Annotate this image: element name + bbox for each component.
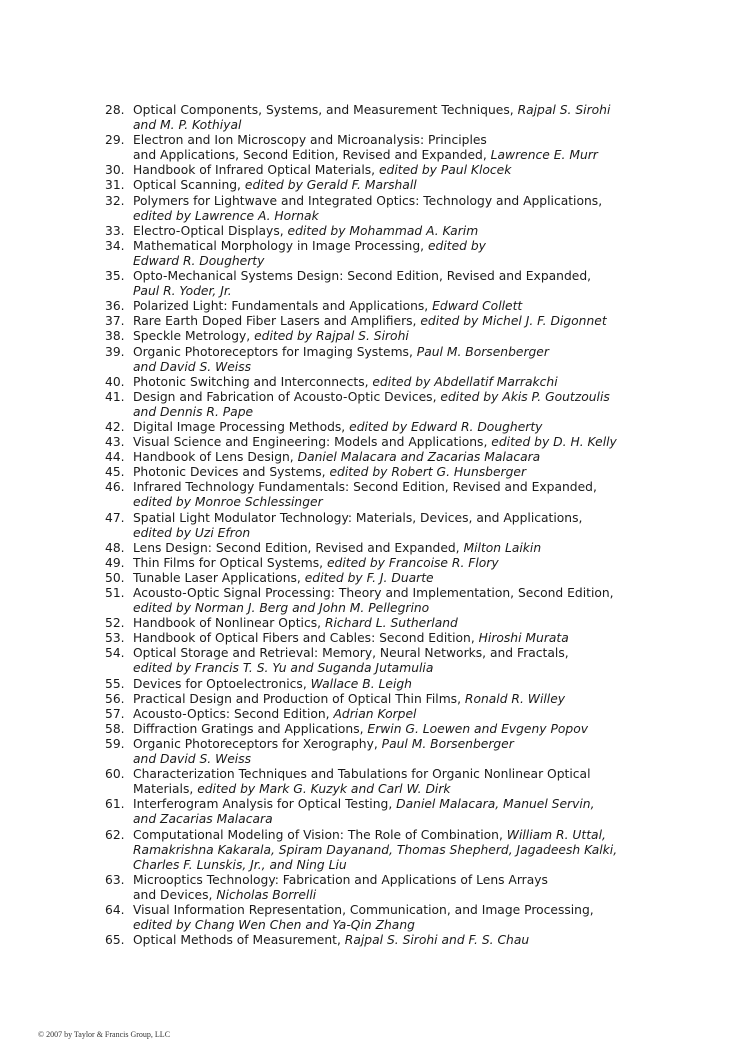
item-text	[133, 269, 645, 299]
item-text	[133, 873, 645, 903]
list-item	[105, 571, 645, 586]
list-item	[105, 586, 645, 616]
item-text	[133, 435, 645, 450]
item-number: 44.	[105, 450, 125, 465]
item-number: 61.	[105, 797, 125, 812]
item-text	[133, 163, 645, 178]
book-author: edited by Abdellatif Marrakchi	[372, 374, 558, 389]
item-number: 41.	[105, 389, 125, 404]
book-title: Acousto-Optic Signal Processing: Theory and Implementation, Second Edition,	[133, 586, 614, 600]
item-text	[133, 586, 645, 616]
book-title: Practical Design and Production of Optical Thin Films,	[133, 691, 465, 706]
item-number: 57.	[105, 706, 125, 721]
book-title: Handbook of Optical Fibers and Cables: Second Edition,	[133, 631, 479, 646]
item-number: 54.	[105, 646, 125, 661]
book-author: edited by Mohammad A. Karim	[287, 223, 479, 238]
book-author: William R. Uttal, Ramakrishna Kakarala, Spiram Dayanand, Thomas Shepherd, Jagadeesh Kalki, Charles F. Lunskis, Jr., and Ning Liu	[133, 827, 618, 872]
item-number: 64.	[105, 902, 125, 917]
item-text	[133, 737, 645, 767]
list-item	[105, 511, 645, 541]
book-title: Opto-Mechanical Systems Design: Second Edition, Revised and Expanded,	[133, 269, 592, 284]
item-text	[133, 616, 645, 631]
item-text	[133, 178, 645, 193]
item-number: 42.	[105, 419, 125, 434]
item-number: 32.	[105, 193, 125, 208]
book-title: Devices for Optoelectronics,	[133, 676, 311, 691]
item-text	[133, 722, 645, 737]
book-author: edited by Michel J. F. Digonnet	[420, 314, 607, 329]
item-number: 62.	[105, 827, 125, 842]
book-title: Optical Scanning,	[133, 178, 245, 193]
list-item	[105, 299, 645, 314]
item-text	[133, 329, 645, 344]
list-item	[105, 194, 645, 224]
book-title: Handbook of Nonlinear Optics,	[133, 616, 325, 631]
book-title: Optical Methods of Measurement,	[133, 933, 345, 948]
item-text	[133, 314, 645, 329]
item-text	[133, 677, 645, 692]
item-number: 45.	[105, 465, 125, 480]
book-title: Electro-Optical Displays,	[133, 223, 288, 238]
copyright-footer: © 2007 by Taylor & Francis Group, LLC	[38, 1030, 171, 1039]
book-author: Edward Collett	[432, 299, 523, 314]
book-author: edited by D. H. Kelly	[491, 435, 617, 450]
book-title: Optical Components, Systems, and Measurement Techniques,	[133, 103, 518, 117]
book-title: Digital Image Processing Methods,	[133, 419, 350, 434]
list-item	[105, 314, 645, 329]
book-title: Organic Photoreceptors for Xerography,	[133, 736, 382, 751]
item-text	[133, 692, 645, 707]
book-title: Handbook of Infrared Optical Materials,	[133, 163, 379, 178]
item-number: 60.	[105, 767, 125, 782]
book-author: edited by Francoise R. Flory	[326, 555, 499, 570]
item-text	[133, 556, 645, 571]
book-title: Design and Fabrication of Acousto-Optic Devices,	[133, 389, 441, 404]
book-title: Optical Storage and Retrieval: Memory, Neural Networks, and Fractals,	[133, 646, 569, 661]
item-text	[133, 420, 645, 435]
list-item	[105, 707, 645, 722]
item-number: 28.	[105, 103, 125, 117]
list-item	[105, 646, 645, 676]
book-author: Wallace B. Leigh	[310, 676, 412, 691]
item-text	[133, 480, 645, 510]
list-item	[105, 933, 645, 948]
book-author: edited by Monroe Schlessinger	[133, 495, 323, 510]
item-number: 59.	[105, 736, 125, 751]
item-number: 35.	[105, 269, 125, 284]
item-text	[133, 828, 645, 873]
list-item	[105, 767, 645, 797]
book-author: Paul M. Borsenberger and David S. Weiss	[133, 736, 514, 767]
list-item	[105, 556, 645, 571]
book-title: Tunable Laser Applications,	[133, 570, 305, 585]
book-author: edited by Norman J. Berg and John M. Pellegrino	[133, 601, 430, 616]
item-text	[133, 511, 645, 541]
item-text	[133, 239, 645, 269]
item-number: 39.	[105, 344, 125, 359]
book-title: Organic Photoreceptors for Imaging Systems,	[133, 344, 417, 359]
item-number: 31.	[105, 178, 125, 193]
book-author: edited by F. J. Duarte	[304, 570, 434, 585]
list-item	[105, 616, 645, 631]
item-number: 65.	[105, 933, 125, 948]
item-text	[133, 133, 645, 163]
item-text	[133, 903, 645, 933]
book-author: edited by Akis P. Goutzoulis and Dennis R. Pape	[133, 389, 610, 419]
book-author: Daniel Malacara, Manuel Servin, and Zacarias Malacara	[133, 797, 595, 827]
list-item	[105, 722, 645, 737]
book-author: edited by Gerald F. Marshall	[244, 178, 417, 193]
book-title: Infrared Technology Fundamentals: Second Edition, Revised and Expanded,	[133, 480, 597, 495]
item-number: 46.	[105, 480, 125, 495]
list-item	[105, 435, 645, 450]
book-author: edited by Rajpal S. Sirohi	[254, 329, 409, 344]
book-title: Mathematical Morphology in Image Processing,	[133, 238, 428, 253]
book-author: edited by Uzi Efron	[133, 525, 251, 540]
list-item	[105, 163, 645, 178]
book-title: Photonic Devices and Systems,	[133, 465, 330, 480]
item-text	[133, 224, 645, 239]
list-item	[105, 903, 645, 933]
book-title: Diffraction Gratings and Applications,	[133, 721, 368, 736]
item-number: 58.	[105, 721, 125, 736]
book-title: Microoptics Technology: Fabrication and Applications of Lens Arrays and Devices,	[133, 872, 548, 902]
item-text	[133, 375, 645, 390]
book-author: Milton Laikin	[463, 540, 542, 555]
item-number: 34.	[105, 238, 125, 253]
book-author: edited by Robert G. Hunsberger	[329, 465, 526, 480]
item-number: 47.	[105, 510, 125, 525]
book-title: Polarized Light: Fundamentals and Applications,	[133, 299, 433, 314]
list-item	[105, 375, 645, 390]
item-number: 38.	[105, 329, 125, 344]
list-item	[105, 239, 645, 269]
book-author: Richard L. Sutherland	[324, 616, 458, 631]
list-item	[105, 450, 645, 465]
book-title: Handbook of Lens Design,	[133, 450, 298, 465]
book-title: Visual Science and Engineering: Models and Applications,	[133, 435, 492, 450]
item-text	[133, 571, 645, 586]
list-item	[105, 797, 645, 827]
item-number: 56.	[105, 691, 125, 706]
book-series-list	[105, 103, 645, 948]
book-author: Rajpal S. Sirohi and M. P. Kothiyal	[133, 103, 611, 133]
book-author: edited by Francis T. S. Yu and Suganda Jutamulia	[133, 661, 434, 676]
list-item	[105, 224, 645, 239]
item-number: 37.	[105, 314, 125, 329]
book-title: Acousto-Optics: Second Edition,	[133, 706, 334, 721]
item-text	[133, 646, 645, 676]
book-title: Characterization Techniques and Tabulations for Organic Nonlinear Optical Materials,	[133, 767, 591, 797]
list-item	[105, 133, 645, 163]
book-author: Nicholas Borrelli	[216, 887, 317, 902]
item-number: 48.	[105, 540, 125, 555]
book-title: Computational Modeling of Vision: The Role of Combination,	[133, 827, 507, 842]
item-number: 50.	[105, 570, 125, 585]
book-author: edited by Mark G. Kuzyk and Carl W. Dirk	[197, 782, 451, 797]
book-title: Visual Information Representation, Communication, and Image Processing,	[133, 902, 594, 917]
item-text	[133, 450, 645, 465]
item-number: 49.	[105, 555, 125, 570]
list-item	[105, 178, 645, 193]
list-item	[105, 420, 645, 435]
item-text	[133, 390, 645, 420]
book-author: Lawrence E. Murr	[490, 148, 598, 163]
list-item	[105, 465, 645, 480]
book-author: Ronald R. Willey	[464, 691, 566, 706]
book-title: Interferogram Analysis for Optical Testing,	[133, 797, 397, 812]
book-title: Polymers for Lightwave and Integrated Optics: Technology and Applications,	[133, 193, 603, 208]
list-item	[105, 329, 645, 344]
list-item	[105, 103, 645, 133]
item-number: 30.	[105, 163, 125, 178]
list-item	[105, 692, 645, 707]
item-text	[133, 767, 645, 797]
item-text	[133, 933, 645, 948]
book-author: Erwin G. Loewen and Evgeny Popov	[367, 721, 589, 736]
list-item	[105, 390, 645, 420]
item-text	[133, 631, 645, 646]
book-author: edited by Chang Wen Chen and Ya-Qin Zhang	[133, 918, 415, 933]
book-author: edited by Paul Klocek	[378, 163, 512, 178]
list-item	[105, 269, 645, 299]
book-author: edited by Lawrence A. Hornak	[133, 208, 319, 223]
item-text	[133, 103, 645, 133]
book-title: Thin Films for Optical Systems,	[133, 555, 327, 570]
book-author: Daniel Malacara and Zacarias Malacara	[297, 450, 541, 465]
item-number: 51.	[105, 586, 125, 600]
item-text	[133, 299, 645, 314]
book-author: edited by Edward R. Dougherty	[133, 238, 486, 268]
item-number: 63.	[105, 872, 125, 887]
book-title: Spatial Light Modulator Technology: Materials, Devices, and Applications,	[133, 510, 583, 525]
book-title: Speckle Metrology,	[133, 329, 255, 344]
book-title: Lens Design: Second Edition, Revised and Expanded,	[133, 540, 464, 555]
book-title: Electron and Ion Microscopy and Microanalysis: Principles and Applications, Second Edition, Revised and Expanded,	[133, 133, 487, 163]
item-text	[133, 541, 645, 556]
list-item	[105, 541, 645, 556]
list-item	[105, 631, 645, 646]
item-number: 33.	[105, 223, 125, 238]
book-title: Photonic Switching and Interconnects,	[133, 374, 373, 389]
item-number: 52.	[105, 616, 125, 631]
item-text	[133, 707, 645, 722]
book-author: Rajpal S. Sirohi and F. S. Chau	[344, 933, 530, 948]
list-item	[105, 345, 645, 375]
list-item	[105, 737, 645, 767]
item-number: 36.	[105, 299, 125, 314]
book-title: Rare Earth Doped Fiber Lasers and Amplifiers,	[133, 314, 421, 329]
item-text	[133, 345, 645, 375]
item-text	[133, 465, 645, 480]
book-author: Paul R. Yoder, Jr.	[133, 284, 232, 299]
item-number: 55.	[105, 676, 125, 691]
item-number: 40.	[105, 374, 125, 389]
item-number: 53.	[105, 631, 125, 646]
list-item	[105, 873, 645, 903]
item-number: 43.	[105, 435, 125, 450]
item-text	[133, 797, 645, 827]
book-author: edited by Edward R. Dougherty	[349, 419, 543, 434]
item-number: 29.	[105, 133, 125, 148]
item-text	[133, 194, 645, 224]
list-item	[105, 480, 645, 510]
book-author: Adrian Korpel	[333, 706, 417, 721]
book-author: Paul M. Borsenberger and David S. Weiss	[133, 344, 549, 374]
book-author: Hiroshi Murata	[478, 631, 569, 646]
list-item	[105, 828, 645, 873]
list-item	[105, 677, 645, 692]
